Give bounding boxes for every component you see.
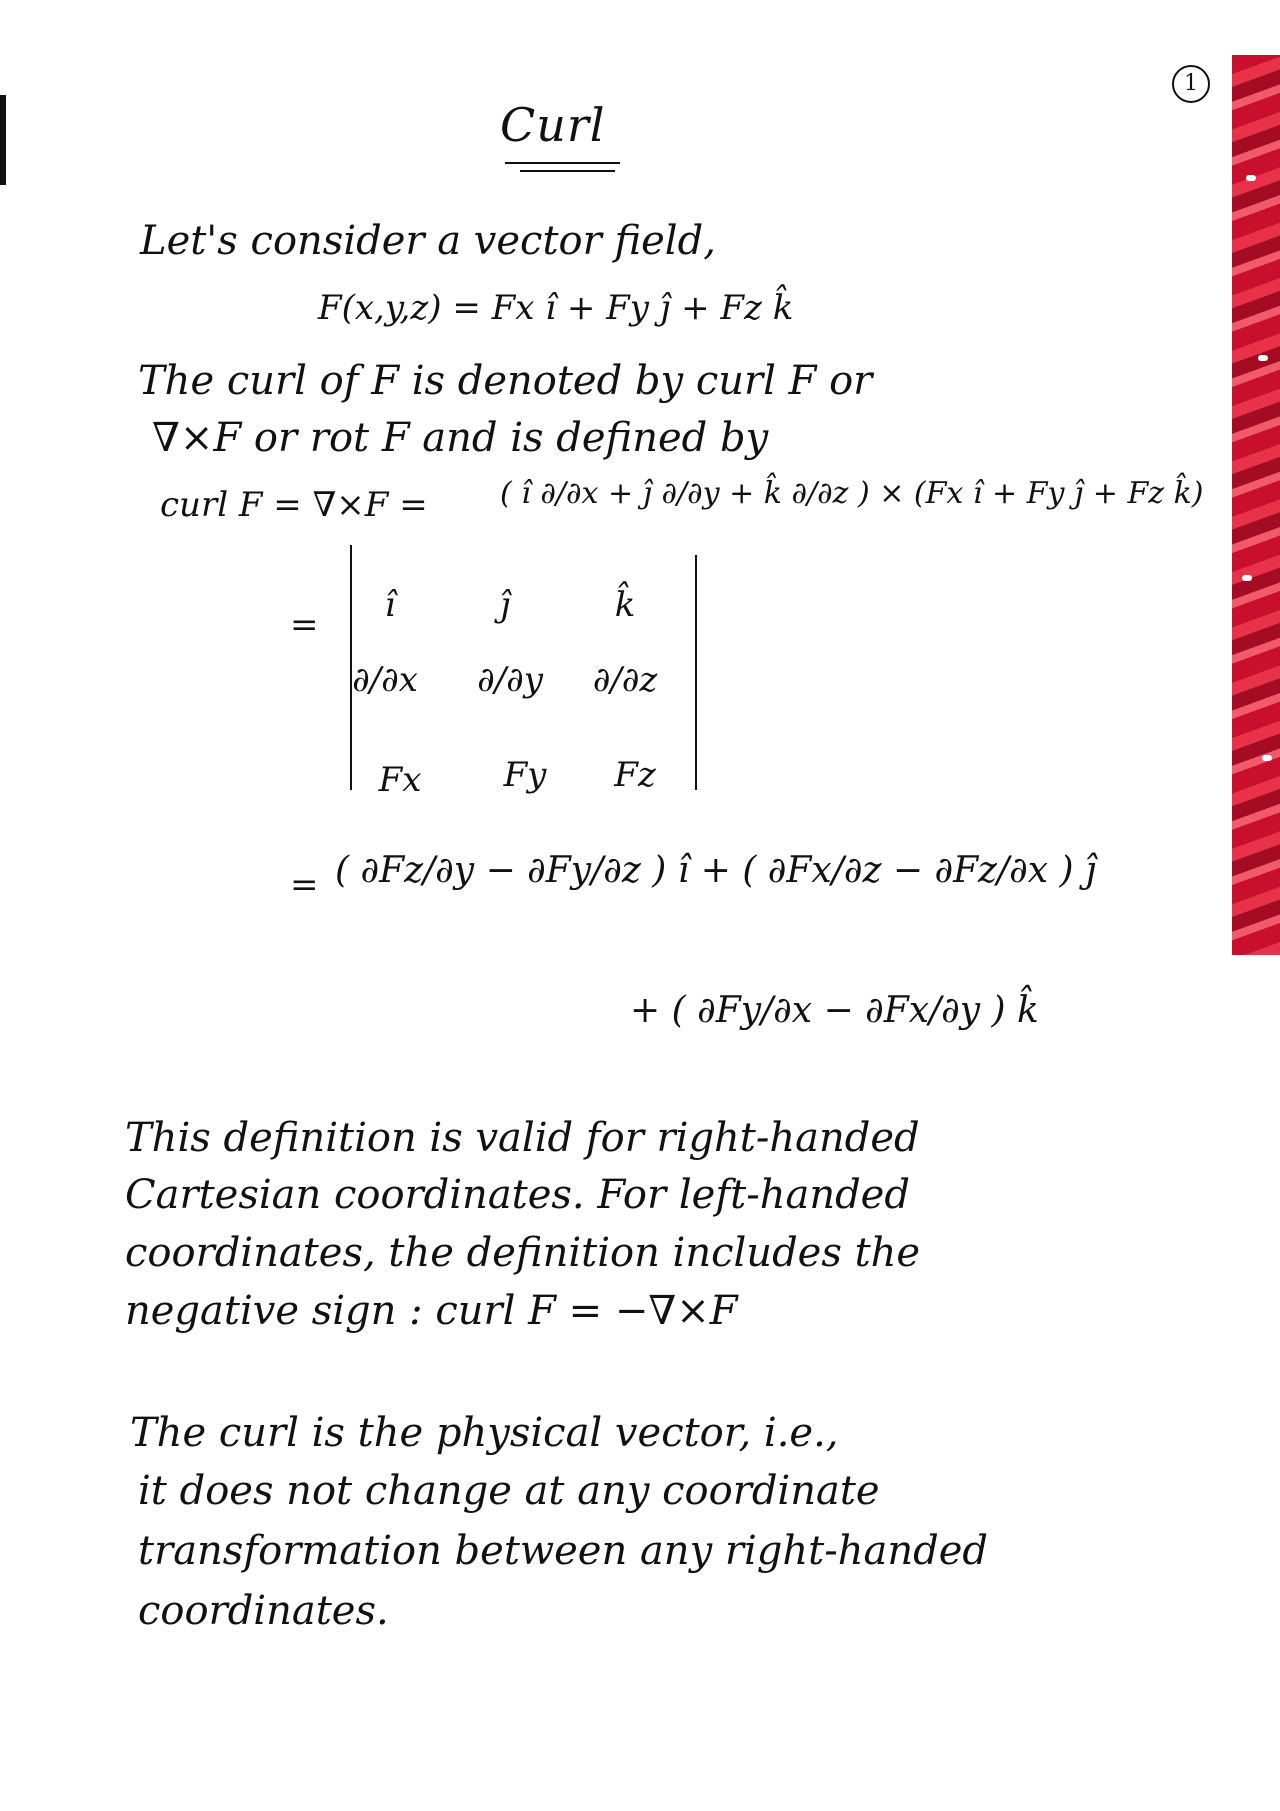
curl-lhs: curl F = ∇×F = bbox=[160, 485, 428, 525]
equals-sign-2: = bbox=[290, 865, 319, 905]
physical-line-2: it does not change at any coordinate bbox=[138, 1468, 880, 1514]
scan-edge-right-decoration bbox=[1232, 55, 1280, 955]
equals-sign-1: = bbox=[290, 605, 319, 645]
validity-line-3: coordinates, the definition includes the bbox=[125, 1230, 921, 1276]
det-cell: Fz bbox=[614, 755, 656, 795]
det-cell: ∂/∂z bbox=[592, 660, 658, 700]
physical-line-4: coordinates. bbox=[138, 1588, 389, 1634]
page-number: 1 bbox=[1172, 65, 1210, 103]
determinant-bar-right bbox=[695, 555, 697, 790]
validity-line-4: negative sign : curl F = −∇×F bbox=[125, 1288, 738, 1334]
det-cell: Fy bbox=[503, 755, 547, 795]
intro-line: Let's consider a vector field, bbox=[140, 218, 716, 264]
notation-line-2: ∇×F or rot F and is defined by bbox=[152, 415, 769, 461]
det-cell: Fx bbox=[378, 760, 422, 800]
det-cell: k̂ bbox=[614, 585, 636, 625]
field-definition: F(x,y,z) = Fx î + Fy ĵ + Fz k̂ bbox=[318, 288, 794, 328]
curl-expansion-line-2: + ( ∂Fy/∂x − ∂Fx/∂y ) k̂ bbox=[630, 990, 1039, 1031]
title-underline-2 bbox=[520, 170, 615, 172]
physical-line-1: The curl is the physical vector, i.e., bbox=[130, 1410, 839, 1456]
del-operator-expression: ( î ∂/∂x + ĵ ∂/∂y + k̂ ∂/∂z ) × (Fx î + Fy ĵ + Fz k̂) bbox=[500, 476, 1204, 511]
physical-line-3: transformation between any right-handed bbox=[138, 1528, 988, 1574]
scan-edge-left bbox=[0, 95, 6, 185]
det-cell: ∂/∂y bbox=[477, 660, 543, 700]
notation-line-1: The curl of F is denoted by curl F or bbox=[138, 358, 873, 404]
title-underline bbox=[505, 162, 620, 164]
det-cell: î bbox=[384, 585, 396, 625]
validity-line-1: This definition is valid for right-handed bbox=[125, 1115, 920, 1161]
validity-line-2: Cartesian coordinates. For left-handed bbox=[125, 1172, 910, 1218]
page-title: Curl bbox=[500, 98, 606, 152]
curl-expansion-line-1: ( ∂Fz/∂y − ∂Fy/∂z ) î + ( ∂Fx/∂z − ∂Fz/∂x ) ĵ bbox=[335, 850, 1097, 891]
det-cell: ĵ bbox=[499, 585, 511, 625]
det-cell: ∂/∂x bbox=[352, 660, 418, 700]
